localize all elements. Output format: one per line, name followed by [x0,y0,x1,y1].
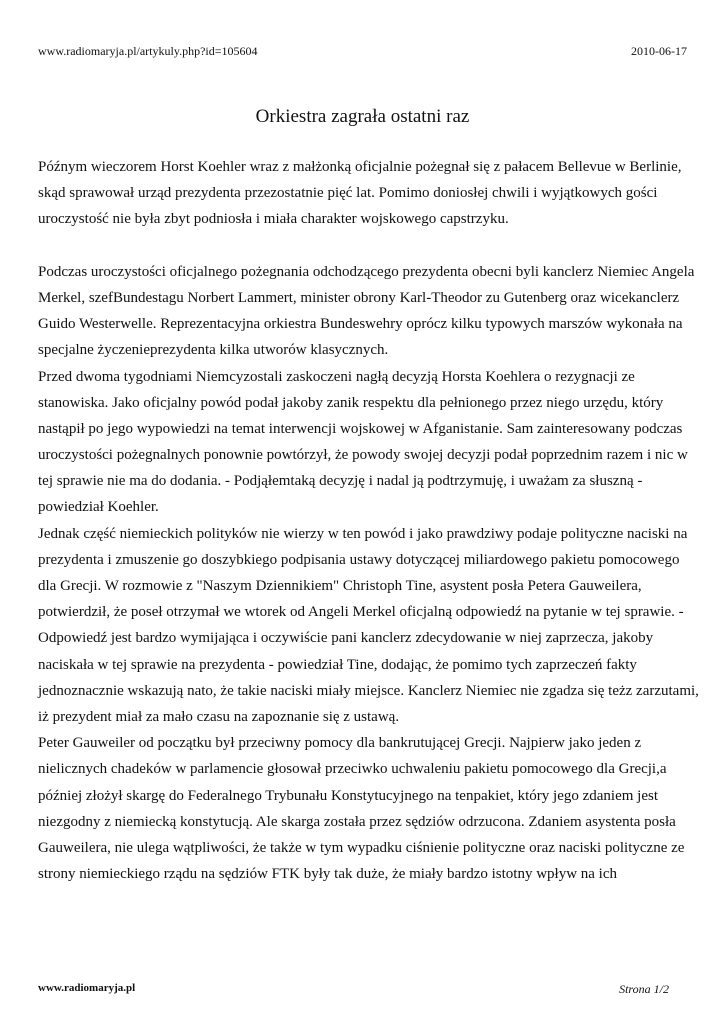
body-line: iż prezydent miał za mało czasu na zapoznanie się z ustawą. [38,708,400,725]
body-line: nielicznych chadeków w parlamencie głosował przeciwko uchwaleniu pakietu pomocowego dla Grecji,a [38,761,667,778]
article-body [38,154,699,887]
body-line: Merkel, szefBundestagu Norbert Lammert, minister obrony Karl-Theodor zu Gutenberg oraz wicekanclerz [38,289,680,306]
body-line: Peter Gauweiler od początku był przeciwny pomocy dla bankrutującej Grecji. Najpierw jako jeden z [38,735,642,752]
body-line: powiedział Koehler. [38,499,159,516]
body-line: Guido Westerwelle. Reprezentacyjna orkiestra Bundeswehry oprócz kilku typowych marszów wykonała na [38,316,683,333]
body-line: Późnym wieczorem Horst Koehler wraz z małżonką oficjalnie pożegnał się z pałacem Bellevue w Berlinie, [38,159,682,175]
body-line: uroczystość nie była zbyt podniosła i miała charakter wojskowego capstrzyku. [38,211,509,228]
body-line: niezgodny z niemiecką konstytucją. Ale skarga została przez sędziów odrzucona. Zdaniem asystenta posła [38,813,676,830]
body-line: potwierdził, że poseł otrzymał we wtorek od Angeli Merkel oficjalną odpowiedź na pytanie w tej sprawie. - [38,604,684,621]
header-date: 2010-06-17 [631,44,687,58]
body-line: jednoznacznie wskazują nato, że takie naciski miały miejsce. Kanclerz Niemiec nie zgadza się teżz zarzutami, [38,682,699,699]
header-url: www.radiomaryja.pl/artykuly.php?id=105604 [38,44,258,58]
body-line: tej sprawie nie ma do dodania. - Podjąłemtaką decyzję i nadal ją podtrzymuję, i uważam za słuszną - [38,473,643,490]
body-line: naciskała w tej sprawie na prezydenta - powiedział Tine, dodając, że pomimo tych zaprzeczeń fakty [38,656,637,673]
article-title: Orkiestra zagrała ostatni raz [255,106,470,127]
body-line: Przed dwoma tygodniami Niemcyzostali zaskoczeni nagłą decyzją Horsta Koehlera o rezygnacji ze [38,368,635,385]
body-line: specjalne życzenieprezydenta kilka utworów klasycznych. [38,342,389,359]
footer-page-number: Strona 1/2 [619,982,669,996]
body-line: Gauweilera, nie ulega wątpliwości, że także w tym wypadku ciśnienie polityczne oraz naciski polityczne ze [38,839,685,856]
paragraph-gap [38,233,690,259]
body-line: nastąpił po jego wypowiedzi na temat interwencji wojskowej w Afganistanie. Sam zainteresowany podczas [38,420,683,437]
body-line: później złożył skargę do Federalnego Trybunału Konstytucyjnego na tenpakiet, który jego zdaniem jest [38,787,658,804]
body-line: prezydenta i zmuszenie go doszybkiego podpisania ustawy dotyczącej miliardowego pakietu pomocowego [38,551,680,568]
body-line: Odpowiedź jest bardzo wymijająca i oczywiście pani kanclerz zdecydowanie w niej zaprzecza, jakoby [38,630,654,647]
body-line: skąd sprawował urząd prezydenta przezostatnie pięć lat. Pomimo doniosłej chwili i wyjątkowych gości [38,185,658,202]
body-line: dla Grecji. W rozmowie z "Naszym Dziennikiem" Christoph Tine, asystent posła Petera Gauweilera, [38,578,642,594]
body-line: Podczas uroczystości oficjalnego pożegnania odchodzącego prezydenta obecni byli kanclerz Niemiec Angela [38,263,695,280]
body-line: stanowiska. Jako oficjalny powód podał jakoby zanik respektu dla pełnionego przez niego urzędu, który [38,394,664,411]
body-line: uroczystości pożegnalnych ponownie powtórzył, że powody swojej decyzji podał poprzednim razem i nic w [38,447,688,464]
body-line: strony niemieckiego rządu na sędziów FTK były tak duże, że miały bardzo istotny wpływ na ich [38,866,618,883]
footer-site: www.radiomaryja.pl [38,982,136,994]
body-line: Jednak część niemieckich polityków nie wierzy w ten powód i jako prawdziwy podaje polityczne naciski na [38,525,688,542]
